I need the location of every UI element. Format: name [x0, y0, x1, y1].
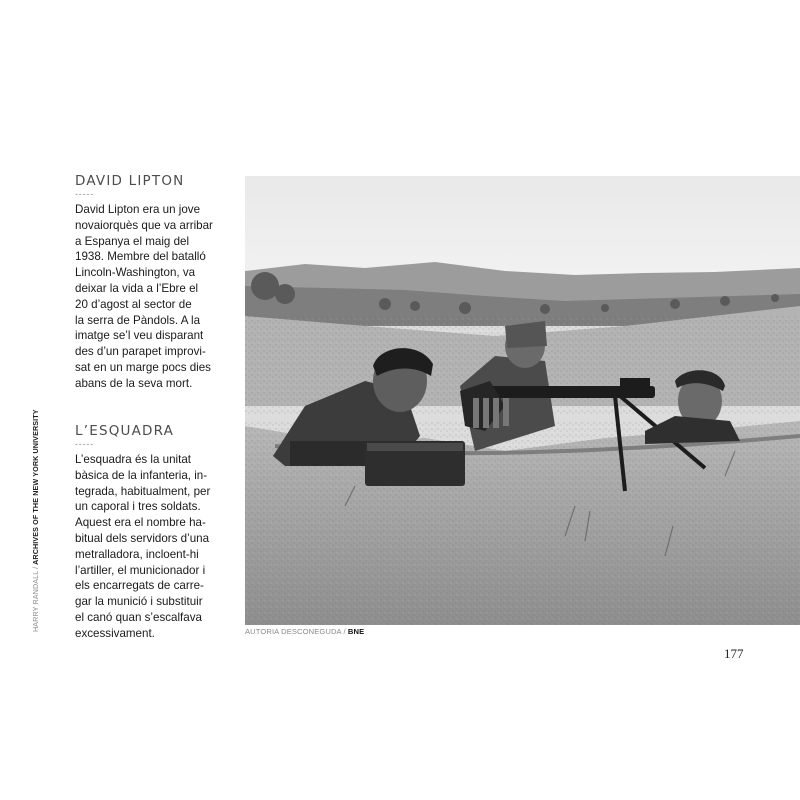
vertical-credit-author: HARRY RANDALL /	[31, 566, 40, 632]
photo-credit-source: BNE	[345, 627, 365, 636]
section-body-esquadra: L’esquadra és la unitat bàsica de la infanteria, in- tegrada, habitualment, per un caporal i tres soldats. Aquest era el nombre ha- bitual dels servidors d’una metralladora, incloent-hi l’artiller, el municionador i els encarregats de carre- gar la munició i substituir el canó quan s’escalfava excessivament.	[75, 453, 211, 640]
photo-credit-author: AUTORIA DESCONEGUDA /	[245, 627, 346, 636]
sidebar-lipton	[75, 172, 245, 392]
section-body-lipton: David Lipton era un jove novaiorquès que va arribar a Espanya el maig del 1938. Membre del batalló Lincoln-Washington, va deixar la vida a l’Ebre el 20 d’agost al sector de la serra de Pàndols. A la imatge se’l veu disparant des d’un parapet improvi- sat en un marge pocs dies abans de la seva mort.	[75, 203, 213, 390]
sidebar-esquadra	[75, 422, 245, 642]
photo-credit	[245, 627, 364, 636]
vertical-credit-archive: ARCHIVES OF THE NEW YORK UNIVERSITY	[31, 409, 40, 567]
section-heading-lipton: DAVID LIPTON	[75, 173, 185, 189]
photo-illustration	[245, 176, 800, 625]
heading-dashes: -----	[75, 439, 94, 449]
page-number: 177	[724, 646, 744, 661]
vertical-photo-credit	[31, 409, 40, 632]
section-heading-esquadra: L’ESQUADRA	[75, 423, 175, 439]
heading-dashes: -----	[75, 189, 94, 199]
historical-photograph	[245, 176, 800, 625]
